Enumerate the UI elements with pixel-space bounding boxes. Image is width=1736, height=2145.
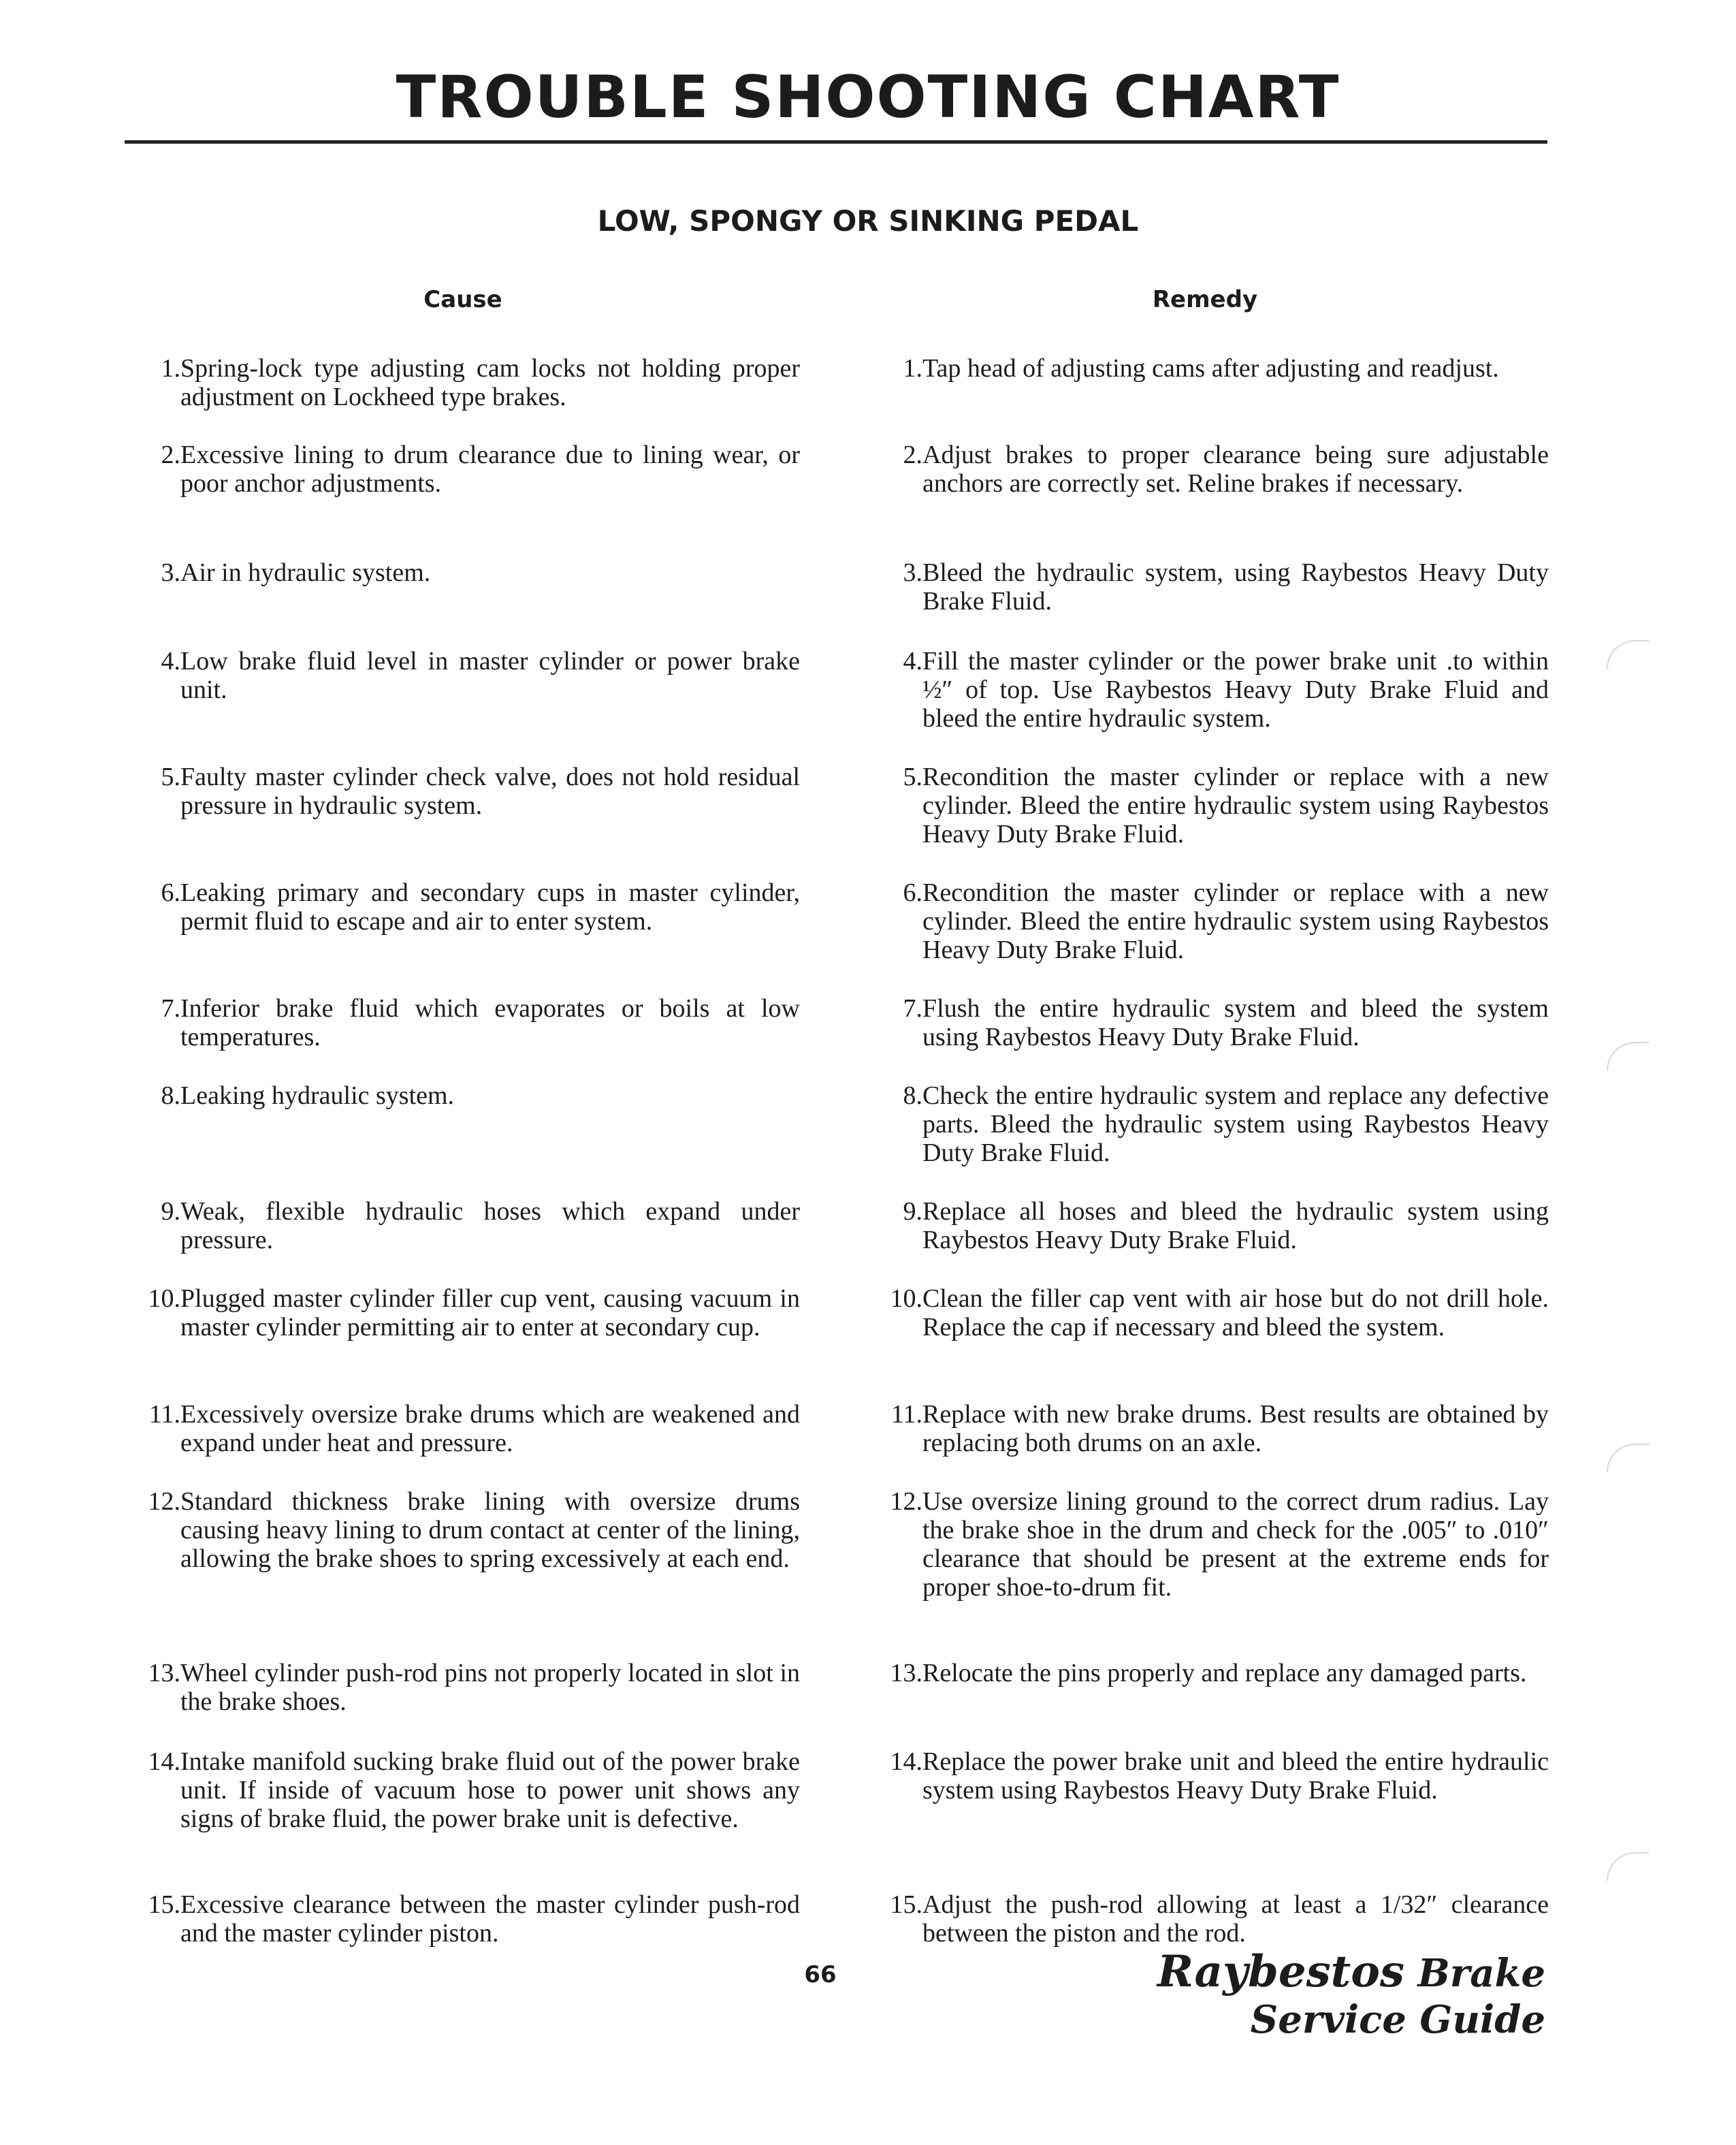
remedy-text: Replace the power brake unit and bleed the entire hydraulic system using Raybestos Heavy Duty Brake Fluid.	[922, 1747, 1549, 1805]
remedy-text: Fill the master cylinder or the power brake unit .to within ½″ of top. Use Raybestos Heavy Duty Brake Fluid and bleed the entire hydraulic system.	[922, 647, 1549, 733]
remedy-text: Tap head of adjusting cams after adjusting and readjust.	[922, 354, 1499, 383]
remedy-text: Adjust brakes to proper clearance being sure adjustable anchors are correctly set. Reline brakes if necessary.	[922, 441, 1549, 498]
cause-number: 7.	[161, 994, 180, 1023]
title-rule	[125, 140, 1547, 144]
page-title: TROUBLE SHOOTING CHART	[396, 63, 1340, 131]
cause-text: Weak, flexible hydraulic hoses which expand under pressure.	[180, 1197, 800, 1254]
binder-hole-mark	[1607, 1444, 1649, 1472]
binder-hole-mark	[1607, 640, 1649, 669]
remedy-number: 12.	[890, 1487, 922, 1516]
cause-text: Excessive lining to drum clearance due to lining wear, or poor anchor adjustments.	[180, 441, 800, 498]
cause-number: 4.	[161, 647, 180, 676]
cause-text: Excessively oversize brake drums which are weakened and expand under heat and pressure.	[180, 1400, 800, 1457]
remedy-text: Recondition the master cylinder or replace with a new cylinder. Bleed the entire hydraulic system using Raybestos Heavy Duty Brake Fluid.	[922, 763, 1549, 848]
remedy-number: 15.	[890, 1890, 922, 1919]
remedy-text: Replace with new brake drums. Best results are obtained by replacing both drums on an axle.	[922, 1400, 1549, 1457]
cause-column-heading: Cause	[423, 286, 502, 313]
remedy-number: 5.	[903, 763, 922, 791]
cause-number: 9.	[161, 1197, 180, 1226]
remedy-number: 2.	[903, 441, 922, 469]
remedy-number: 10.	[890, 1284, 922, 1313]
remedy-text: Recondition the master cylinder or replace with a new cylinder. Bleed the entire hydraulic system using Raybestos Heavy Duty Brake Fluid.	[922, 878, 1549, 964]
remedy-text: Check the entire hydraulic system and replace any defective parts. Bleed the hydraulic system using Raybestos Heavy Duty Brake Fluid.	[922, 1081, 1549, 1167]
binder-hole-mark	[1607, 1042, 1649, 1070]
cause-text: Inferior brake fluid which evaporates or boils at low temperatures.	[180, 994, 800, 1051]
cause-text: Intake manifold sucking brake fluid out of the power brake unit. If inside of vacuum hose to power unit shows any signs of brake fluid, the power brake unit is defective.	[180, 1747, 800, 1833]
brand-logo: Raybestos	[1157, 1946, 1404, 1997]
cause-text: Plugged master cylinder filler cup vent, causing vacuum in master cylinder permitting air to enter at secondary cup.	[180, 1284, 800, 1341]
cause-number: 11.	[148, 1400, 180, 1429]
cause-number: 5.	[161, 763, 180, 791]
remedy-text: Bleed the hydraulic system, using Raybestos Heavy Duty Brake Fluid.	[922, 558, 1549, 616]
page-number: 66	[804, 1961, 837, 1988]
cause-text: Standard thickness brake lining with oversize drums causing heavy lining to drum contact at center of the lining, allowing the brake shoes to spring excessively at each end.	[180, 1487, 800, 1573]
remedy-column-heading: Remedy	[1152, 286, 1258, 313]
cause-number: 15.	[148, 1890, 180, 1919]
remedy-text: Clean the filler cap vent with air hose but do not drill hole. Replace the cap if necessary and bleed the system.	[922, 1284, 1549, 1341]
cause-number: 10.	[148, 1284, 180, 1313]
remedy-number: 3.	[903, 558, 922, 587]
cause-text: Faulty master cylinder check valve, does not hold residual pressure in hydraulic system.	[180, 763, 800, 820]
cause-number: 2.	[161, 441, 180, 469]
cause-text: Spring-lock type adjusting cam locks not holding proper adjustment on Lockheed type brakes.	[180, 354, 800, 411]
cause-number: 1.	[161, 354, 180, 383]
remedy-number: 4.	[903, 647, 922, 676]
remedy-number: 7.	[903, 994, 922, 1023]
guide-title: Brake Service Guide	[1250, 1951, 1545, 2042]
binder-hole-mark	[1607, 1852, 1649, 1881]
remedy-number: 9.	[903, 1197, 922, 1226]
remedy-text: Relocate the pins properly and replace any damaged parts.	[922, 1659, 1527, 1687]
cause-number: 8.	[161, 1081, 180, 1110]
cause-text: Low brake fluid level in master cylinder or power brake unit.	[180, 647, 800, 704]
cause-number: 3.	[161, 558, 180, 587]
footer-brand	[1001, 1946, 1545, 2042]
remedy-text: Adjust the push-rod allowing at least a 1/32″ clearance between the piston and the rod.	[922, 1890, 1549, 1948]
remedy-text: Replace all hoses and bleed the hydraulic system using Raybestos Heavy Duty Brake Fluid.	[922, 1197, 1549, 1254]
remedy-number: 6.	[903, 878, 922, 907]
cause-text: Leaking hydraulic system.	[180, 1081, 455, 1110]
remedy-number: 1.	[903, 354, 922, 383]
cause-text: Excessive clearance between the master cylinder push-rod and the master cylinder piston.	[180, 1890, 800, 1948]
cause-number: 13.	[148, 1659, 180, 1687]
cause-text: Wheel cylinder push-rod pins not properly located in slot in the brake shoes.	[180, 1659, 800, 1716]
remedy-number: 13.	[890, 1659, 922, 1687]
section-heading: LOW, SPONGY OR SINKING PEDAL	[597, 204, 1139, 238]
remedy-text: Use oversize lining ground to the correct drum radius. Lay the brake shoe in the drum and check for the .005″ to .010″ clearance that should be present at the extreme ends for proper shoe-to-drum fit.	[922, 1487, 1549, 1602]
remedy-number: 8.	[903, 1081, 922, 1110]
cause-number: 14.	[148, 1747, 180, 1776]
remedy-number: 14.	[890, 1747, 922, 1776]
cause-text: Leaking primary and secondary cups in master cylinder, permit fluid to escape and air to enter system.	[180, 878, 800, 936]
cause-text: Air in hydraulic system.	[180, 558, 431, 587]
cause-number: 6.	[161, 878, 180, 907]
remedy-number: 11.	[890, 1400, 922, 1429]
cause-number: 12.	[148, 1487, 180, 1516]
remedy-text: Flush the entire hydraulic system and bleed the system using Raybestos Heavy Duty Brake Fluid.	[922, 994, 1549, 1051]
